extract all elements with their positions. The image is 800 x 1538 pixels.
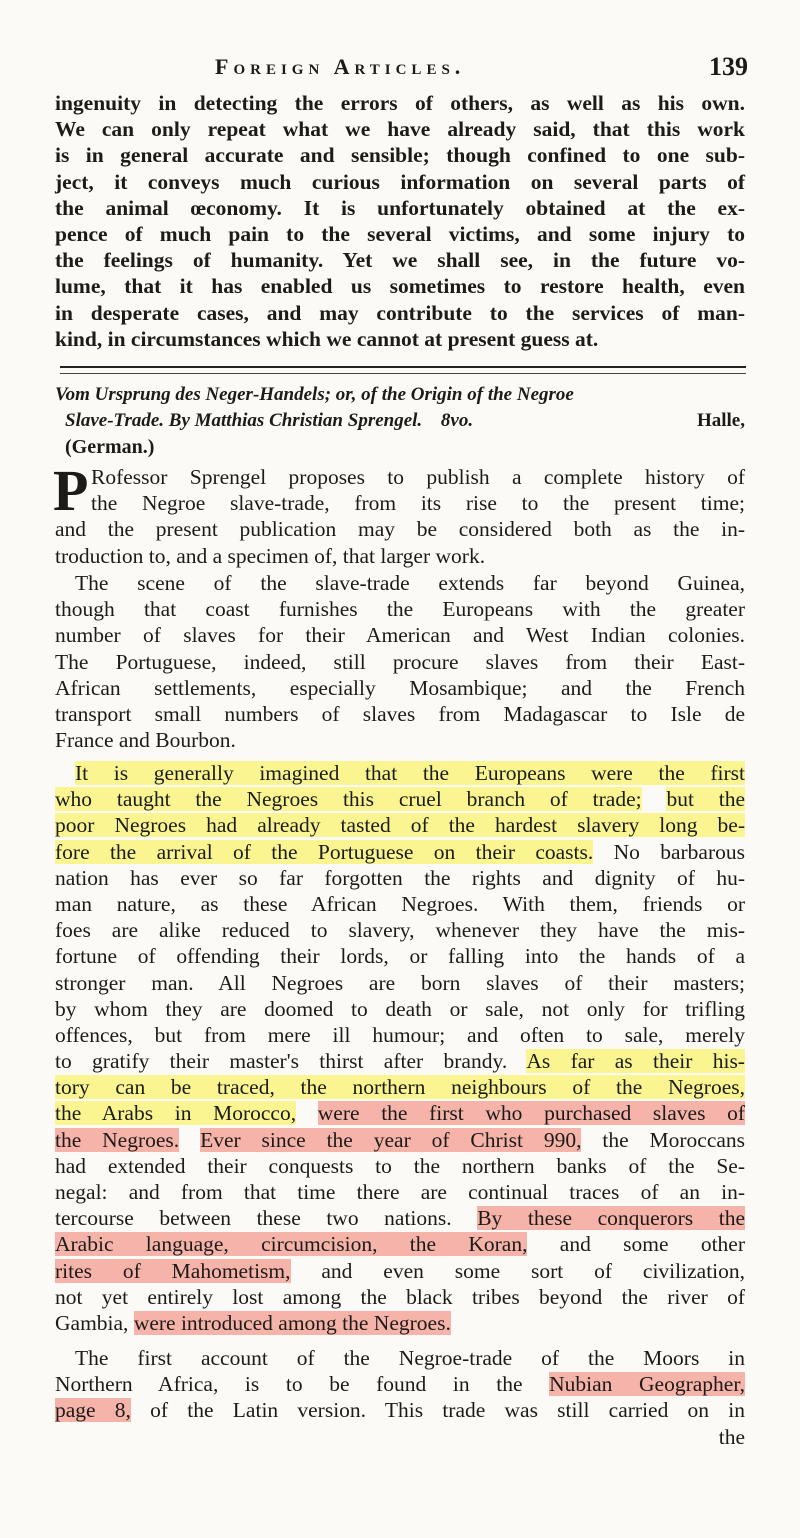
text-line: [55, 786, 745, 812]
text-line: [55, 760, 745, 786]
previous-review-paragraph: [55, 90, 745, 352]
text-line: pence of much pain to the several victims, and some injury to: [55, 221, 745, 246]
text-line: the animal œconomy. It is unfortunately obtained at the ex-: [55, 195, 745, 220]
text-span: Gambia,: [55, 1310, 129, 1335]
paragraph-1: [53, 458, 745, 569]
highlight-red: Arabic language, circumcision, the Koran,: [55, 1232, 528, 1257]
text-line: in desperate cases, and may contribute to the services of man-: [55, 300, 745, 325]
title-language: (German.): [65, 436, 155, 459]
paragraph-2: [55, 570, 745, 753]
paragraph-3: [55, 760, 745, 1336]
text-line: negal: and from that time there are continual traces of an in-: [55, 1180, 745, 1204]
highlight-red: were the first who purchased slaves of: [317, 1101, 745, 1126]
title-line-2: [55, 408, 745, 434]
text-line: though that coast furnishes the Europeans with the greater: [55, 597, 745, 622]
page-header: [0, 54, 800, 82]
highlight-red: Nubian Geographer,: [549, 1372, 746, 1397]
highlight-yellow: It is generally imagined that the Europeans were the first: [75, 761, 745, 785]
highlight-red: Ever since the year of Christ 990,: [200, 1127, 582, 1152]
text-line: [55, 1258, 745, 1284]
text-line: The Portuguese, indeed, still procure slaves from their East-: [55, 649, 745, 674]
paragraph-4: [55, 1345, 745, 1450]
text-span: Northern Africa, is to be found in the: [55, 1372, 523, 1397]
catchword: the: [718, 1424, 745, 1449]
text-line: Rofessor Sprengel proposes to publish a complete history of: [91, 465, 745, 489]
highlight-red: By these conquerors the: [477, 1206, 746, 1231]
text-line: [55, 1205, 745, 1231]
text-line: [55, 1310, 745, 1336]
text-line: ject, it conveys much curious information on several parts of: [55, 169, 745, 194]
text-line: is in general accurate and sensible; though confined to one sub-: [55, 143, 745, 168]
article-title: [55, 382, 745, 461]
text-line: [55, 1074, 745, 1100]
section-rule-thin: [60, 373, 746, 374]
text-line: had extended their conquests to the northern banks of the Se-: [55, 1153, 745, 1178]
text-line: African settlements, especially Mosambique; and the French: [55, 675, 745, 700]
text-line: [55, 1231, 745, 1257]
text-line: The scene of the slave-trade extends far beyond Guinea,: [75, 571, 745, 595]
text-span: and even some sort of civilization,: [321, 1258, 746, 1283]
text-line: stronger man. All Negroes are born slaves of their masters;: [55, 970, 745, 995]
text-line: transport small numbers of slaves from Madagascar to Isle de: [55, 701, 745, 726]
highlight-yellow: tory can be traced, the northern neighbours of the Negroes,: [55, 1075, 745, 1100]
text-span: No barbarous: [613, 839, 745, 864]
highlight-yellow: who taught the Negroes this cruel branch of trade;: [55, 787, 642, 812]
text-line: [55, 1397, 745, 1423]
title-place: Halle,: [696, 410, 745, 432]
text-span: and some other: [559, 1232, 746, 1257]
highlight-red: rites of Mahometism,: [55, 1258, 291, 1283]
text-line: [55, 1127, 745, 1153]
highlight-red: the Negroes.: [55, 1127, 180, 1152]
text-line: not yet entirely lost among the black tribes beyond the river of: [55, 1284, 745, 1309]
drop-cap: P: [53, 458, 89, 523]
text-line: [55, 812, 745, 838]
page-number: 139: [709, 52, 748, 81]
title-format: 8vo.: [440, 410, 474, 432]
text-line: fortune of offending their lords, or falling into the hands of a: [55, 944, 745, 969]
text-line: the feelings of humanity. Yet we shall see, in the future vo-: [55, 248, 745, 273]
highlight-red: were introduced among the Negroes.: [133, 1310, 451, 1335]
title-line-1: Vom Ursprung des Neger-Handels; or, of the Origin of the Negroe: [55, 384, 574, 405]
running-title: Foreign Articles.: [215, 54, 466, 79]
text-line: [55, 839, 745, 865]
text-span: to gratify their master's thirst after brandy.: [55, 1049, 508, 1074]
highlight-yellow: the Arabs in Morocco,: [55, 1101, 297, 1126]
text-line: man nature, as these African Negroes. With them, friends or: [55, 891, 745, 916]
title-author: Slave-Trade. By Matthias Christian Sprengel.: [65, 410, 423, 432]
text-span: tercourse between these two nations.: [55, 1206, 452, 1231]
highlight-yellow: fore the arrival of the Portuguese on their coasts.: [55, 839, 594, 864]
text-line: [55, 1048, 745, 1074]
text-line: lume, that it has enabled us sometimes to restore health, even: [55, 274, 745, 299]
text-line: troduction to, and a specimen of, that larger work.: [55, 543, 486, 568]
text-line: and the present publication may be considered both as the in-: [55, 517, 745, 542]
text-line: the Negroe slave-trade, from its rise to the present time;: [91, 491, 745, 516]
text-line: number of slaves for their American and West Indian colonies.: [55, 623, 745, 648]
text-line: offences, but from mere ill humour; and often to sale, merely: [55, 1022, 745, 1047]
highlight-yellow: As far as their his-: [526, 1049, 745, 1074]
section-rule-thick: [60, 366, 746, 368]
highlight-yellow: but the: [666, 787, 745, 812]
text-line: kind, in circumstances which we cannot at present guess at.: [55, 326, 599, 351]
text-line: by whom they are doomed to death or sale, not only for trifling: [55, 996, 745, 1021]
text-line: France and Bourbon.: [55, 728, 236, 753]
text-span: the Moroccans: [602, 1127, 746, 1152]
text-span: of the Latin version. This trade was still carried on in: [150, 1398, 745, 1423]
text-line: [55, 1100, 745, 1126]
text-line: [55, 1371, 745, 1397]
text-line: The first account of the Negroe-trade of the Moors in: [75, 1346, 745, 1370]
text-line: nation has ever so far forgotten the rights and dignity of hu-: [55, 865, 745, 890]
highlight-red: page 8,: [55, 1398, 131, 1423]
text-line: ingenuity in detecting the errors of others, as well as his own.: [55, 91, 745, 115]
text-line: foes are alike reduced to slavery, whenever they have the mis-: [55, 918, 745, 943]
highlight-yellow: poor Negroes had already tasted of the hardest slavery long be-: [55, 813, 745, 838]
text-line: We can only repeat what we have already said, that this work: [55, 117, 745, 142]
